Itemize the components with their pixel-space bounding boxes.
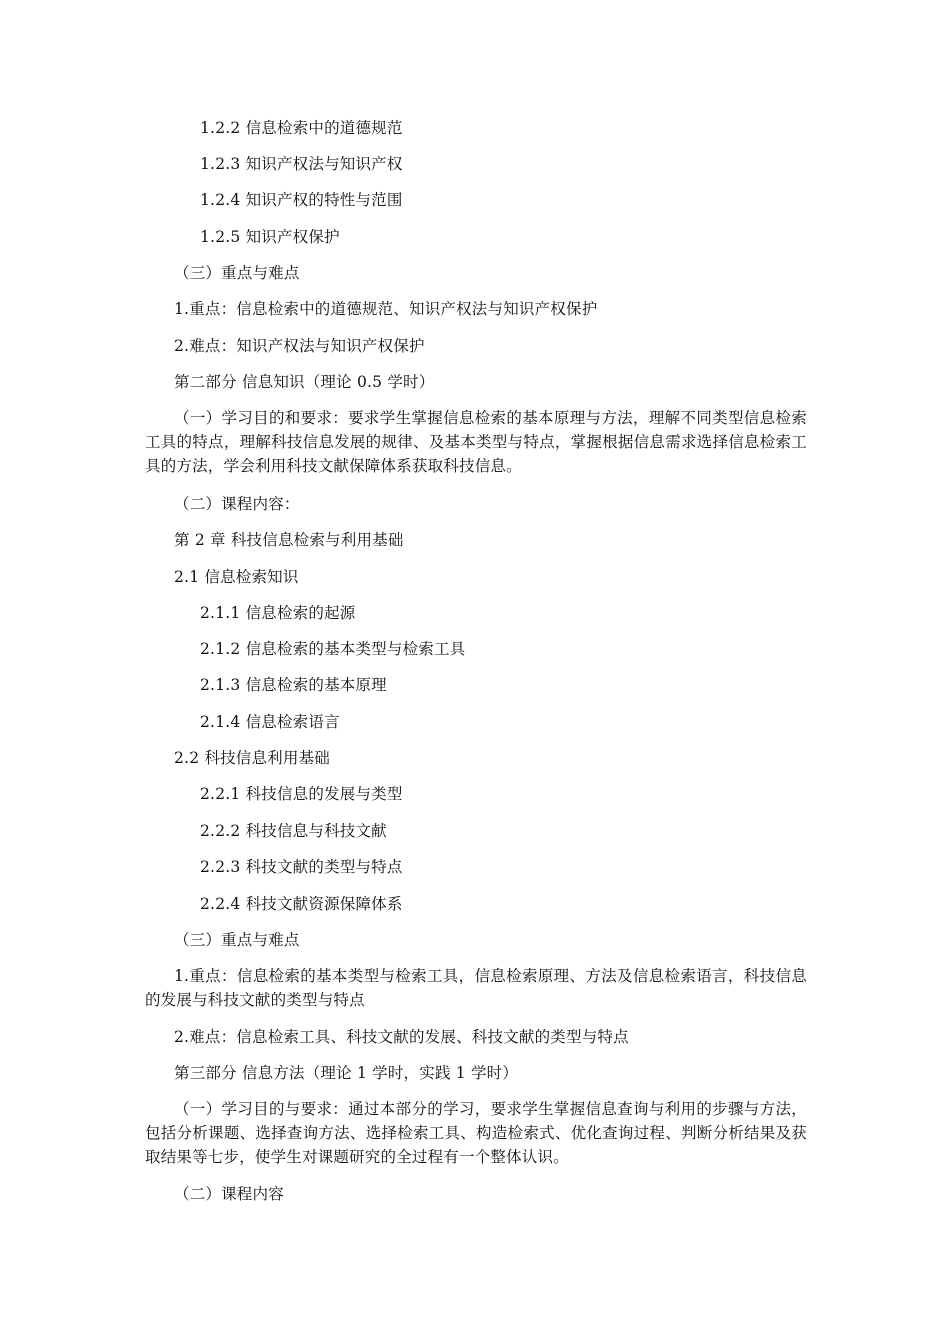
section-heading-2-1-3: 2.1.3 信息检索的基本原理 <box>200 676 387 694</box>
part-two-objectives-paragraph: （一）学习目的和要求：要求学生掌握信息检索的基本原理与方法，理解不同类型信息检索工具的特点，理解科技信息发展的规律、及基本类型与特点，掌握根据信息需求选择信息检索工具的方法，学会利用科技文献保障体系获取科技信息。 <box>145 409 807 475</box>
key-points-text: 1.重点：信息检索中的道德规范、知识产权法与知识产权保护 <box>174 300 598 318</box>
section-heading-2-1: 2.1 信息检索知识 <box>174 568 299 586</box>
section-heading-2-2-2: 2.2.2 科技信息与科技文献 <box>200 822 387 840</box>
part-two-heading: 第二部分 信息知识（理论 0.5 学时） <box>174 373 435 391</box>
section-heading-1-2-4: 1.2.4 知识产权的特性与范围 <box>200 191 403 209</box>
key-points-heading: （三）重点与难点 <box>174 264 300 282</box>
section-heading-2-2-1: 2.2.1 科技信息的发展与类型 <box>200 785 403 803</box>
section-heading-1-2-3: 1.2.3 知识产权法与知识产权 <box>200 155 403 173</box>
section-heading-2-1-1: 2.1.1 信息检索的起源 <box>200 604 356 622</box>
course-content-heading-2: （二）课程内容 <box>174 1185 284 1203</box>
key-points-heading-2: （三）重点与难点 <box>174 931 300 949</box>
chapter-2-heading: 第 2 章 科技信息检索与利用基础 <box>174 531 404 549</box>
part-three-objectives-paragraph: （一）学习目的与要求：通过本部分的学习，要求学生掌握信息查询与利用的步骤与方法，包括分析课题、选择查询方法、选择检索工具、构造检索式、优化查询过程、判断分析结果及获取结果等七步，使学生对课题研究的全过程有一个整体认识。 <box>145 1100 807 1166</box>
section-heading-2-2-4: 2.2.4 科技文献资源保障体系 <box>200 895 403 913</box>
section-heading-1-2-2: 1.2.2 信息检索中的道德规范 <box>200 119 403 137</box>
part-three-heading: 第三部分 信息方法（理论 1 学时，实践 1 学时） <box>174 1064 519 1082</box>
section-heading-2-2: 2.2 科技信息利用基础 <box>174 749 330 767</box>
section-heading-1-2-5: 1.2.5 知识产权保护 <box>200 228 340 246</box>
difficult-points-text: 2.难点：知识产权法与知识产权保护 <box>174 337 425 355</box>
section-heading-2-1-4: 2.1.4 信息检索语言 <box>200 713 340 731</box>
section-heading-2-2-3: 2.2.3 科技文献的类型与特点 <box>200 858 403 876</box>
key-points-paragraph-2: 1.重点：信息检索的基本类型与检索工具，信息检索原理、方法及信息检索语言，科技信息的发展与科技文献的类型与特点 <box>145 967 807 1009</box>
course-content-heading: （二）课程内容： <box>174 495 300 513</box>
section-heading-2-1-2: 2.1.2 信息检索的基本类型与检索工具 <box>200 640 466 658</box>
difficult-points-text-2: 2.难点：信息检索工具、科技文献的发展、科技文献的类型与特点 <box>174 1028 629 1046</box>
